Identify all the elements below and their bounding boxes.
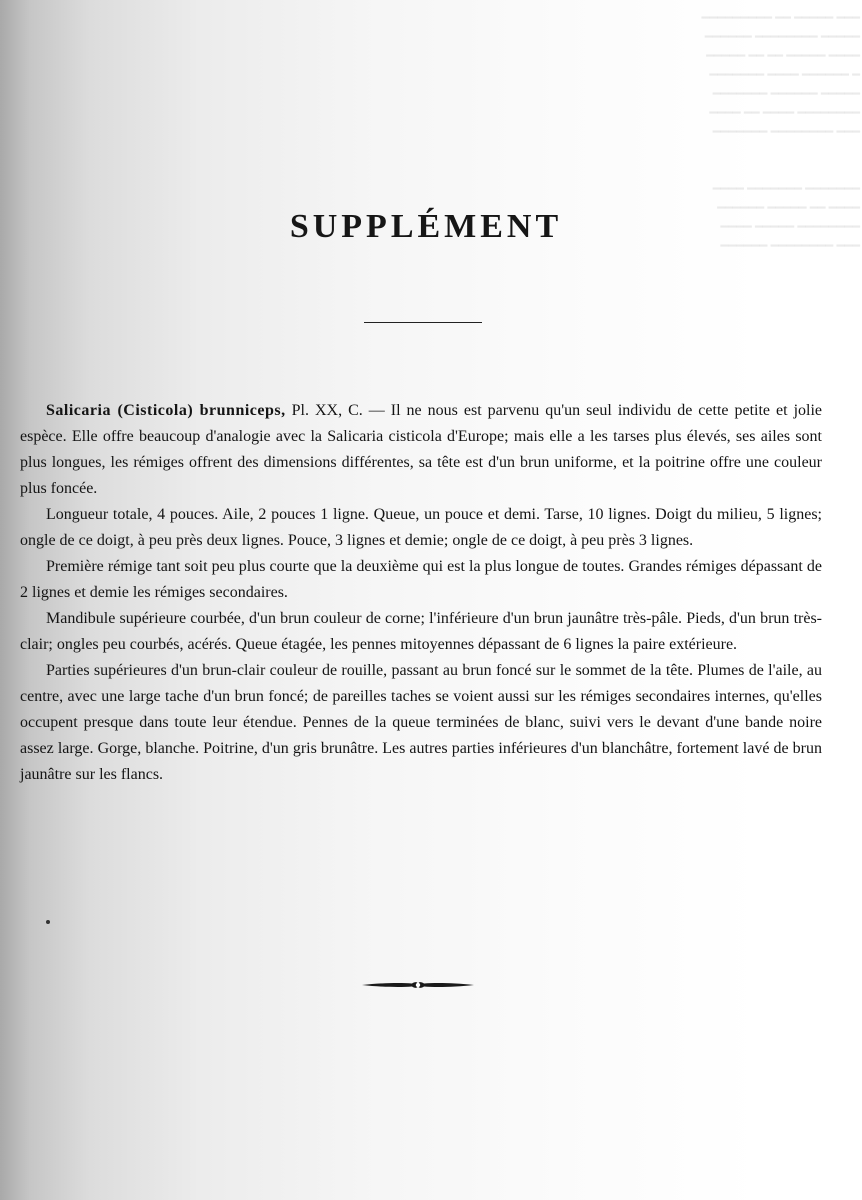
paragraph-description bbox=[20, 398, 822, 502]
species-entry bbox=[20, 398, 822, 788]
paragraph-measurements: Longueur totale, 4 pouces. Aile, 2 pouces 1 ligne. Queue, un pouce et demi. Tarse, 10 lignes. Doigt du milieu, 5 lignes; ongle de ce doigt, à peu près deux lignes. Pouce, 3 lignes et demie; ongle de ce doigt, à peu près 3 lignes. bbox=[20, 506, 822, 549]
paragraph-remiges: Première rémige tant soit peu plus courte que la deuxième qui est la plus longue de toutes. Grandes rémiges dépassant de 2 lignes et demie les rémiges secondaires. bbox=[20, 558, 822, 601]
paragraph-bill-feet: Mandibule supérieure courbée, d'un brun couleur de corne; l'inférieure d'un brun jaunâtre très-pâle. Pieds, d'un brun très-clair; ongles peu courbés, acérés. Queue étagée, les pennes mitoyennes dépassant de 6 lignes la paire extérieure. bbox=[20, 610, 822, 653]
ink-speck bbox=[46, 920, 50, 924]
species-name: Salicaria (Cisticola) brunniceps, bbox=[46, 402, 286, 419]
verso-bleed-through: ━━━ ━━━━━ ━━ ━━━━━━━━━ ━━━━━ ━━━━━━━━ ━━━━━━ ━━━━ ━━━━━ ━━ ━━ ━━━━━ ━ ━━━━━━ ━━━━ ━━━━━━━ ━━━━━ ━━━━━━ ━━━━━━━ ━━━━━━━━ ━━━━ ━━ ━━━━ ━━━ ━━━━━━━━ ━━━━━━━ ━━━━━━━ ━━━━━━━ ━━━━ ━━━━ ━━ ━━━━━ ━━━━━━ ━━━━━━━━ ━━━━━ ━━━━ ━━━ ━━━━━━━━ ━━━━━━ bbox=[701, 10, 860, 253]
title-divider bbox=[364, 322, 482, 323]
paragraph-text: Pl. XX, C. — Il ne nous est parvenu qu'un seul individu de cette petite et jolie espèce. Elle offre beaucoup d'analogie avec la Salicaria cisticola d'Europe; mais elle a les tarses plus élevés, ses ailes sont plus longues, les rémiges offrent des dimensions différentes, sa tête est d'un brun uniforme, et la poitrine offre une couleur plus foncée. bbox=[20, 402, 823, 497]
end-ornament bbox=[360, 978, 476, 992]
paragraph-plumage: Parties supérieures d'un brun-clair couleur de rouille, passant au brun foncé sur le sommet de la tête. Plumes de l'aile, au centre, avec une large tache d'un brun foncé; de pareilles taches se voient aussi sur les rémiges secondaires internes, qu'elles occupent presque dans toute leur étendue. Pennes de la queue terminées de blanc, suivi vers le devant d'une bande noire assez large. Gorge, blanche. Poitrine, d'un gris brunâtre. Les autres parties inférieures d'un blanchâtre, fortement lavé de brun jaunâtre sur les flancs. bbox=[20, 662, 822, 783]
page-title: SUPPLÉMENT bbox=[289, 208, 563, 245]
